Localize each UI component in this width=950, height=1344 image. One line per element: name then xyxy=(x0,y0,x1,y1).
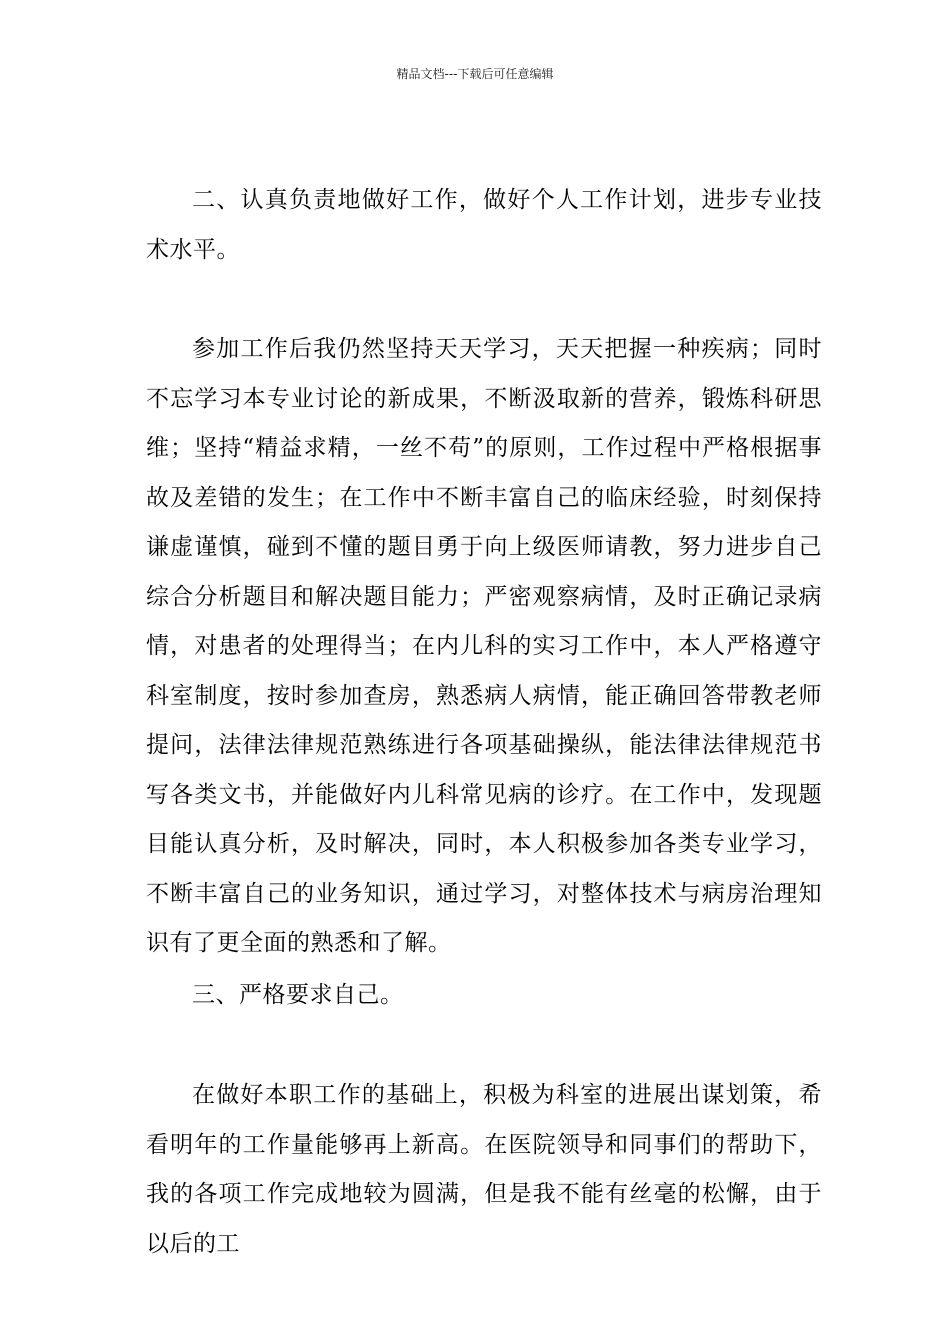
paragraph-one: 参加工作后我仍然坚持天天学习，天天把握一种疾病；同时不忘学习本专业讨论的新成果，不断汲取新的营养，锻炼科研思维；坚持“精益求精，一丝不苟”的原则，工作过程中严格根据事故及差错的发生；在工作中不断丰富自己的临床经验，时刻保持谦虚谨慎，碰到不懂的题目勇于向上级医师请教，努力进步自己综合分析题目和解决题目能力；严密观察病情，及时正确记录病情，对患者的处理得当；在内儿科的实习工作中，本人严格遵守科室制度，按时参加查房，熟悉病人病情，能正确回答带教老师提问，法律法律规范熟练进行各项基础操纵，能法律法律规范书写各类文书，并能做好内儿科常见病的诊疗。在工作中，发现题目能认真分析，及时解决，同时，本人积极参加各类专业学习，不断丰富自己的业务知识，通过学习，对整体技术与病房治理知识有了更全面的熟悉和了解。 xyxy=(146,336,822,956)
paragraph-two: 在做好本职工作的基础上，积极为科室的进展出谋划策，希看明年的工作量能够再上新高。在医院领导和同事们的帮助下，我的各项工作完成地较为圆满，但是我不能有丝毫的松懈，由于以后的工 xyxy=(146,1082,822,1257)
section-two-heading: 二、认真负责地做好工作，做好个人工作计划，进步专业技术水平。 xyxy=(146,187,822,263)
page-header: 精品文档---下载后可任意编辑 xyxy=(396,67,554,81)
section-three-heading: 三、严格要求自己。 xyxy=(192,982,404,1008)
